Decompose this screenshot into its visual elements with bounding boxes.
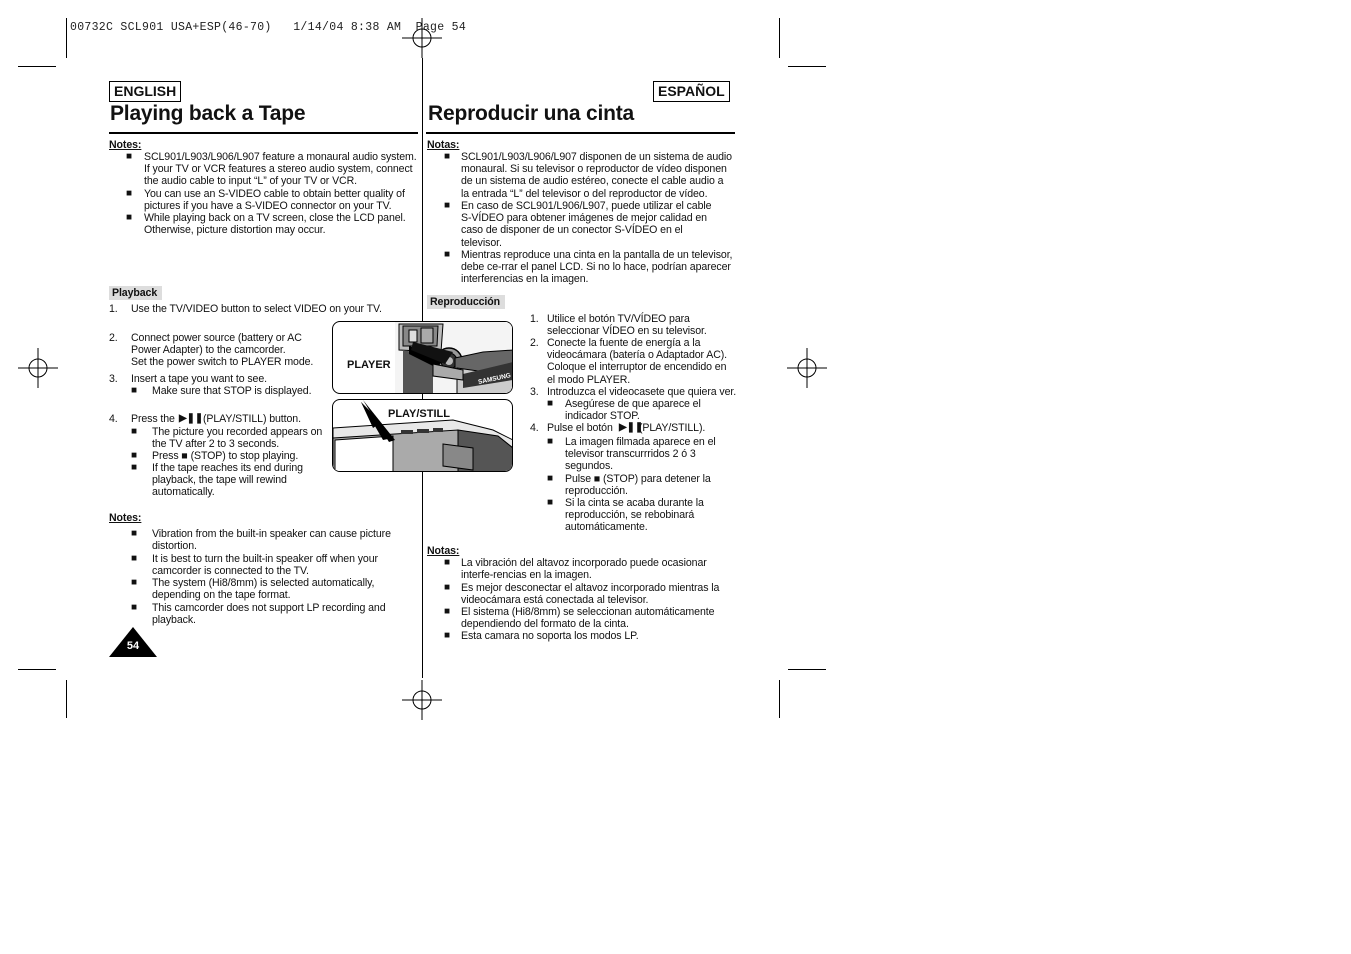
english-title-rule [109, 132, 418, 134]
text-line: SCL901/L903/L906/L907 disponen de un sistema de audio [461, 151, 732, 163]
text-line: camcorder is connected to the TV. [152, 565, 309, 578]
bullet-icon: ■ [131, 602, 137, 613]
spanish-notes2-list [427, 557, 737, 647]
spanish-badge: ESPAÑOL [653, 81, 730, 102]
text-line: If the tape reaches its end during [152, 462, 303, 474]
text-line: S-VÍDEO para obtener imágenes de mejor calidad en [461, 212, 707, 225]
bullet-icon: ■ [444, 151, 450, 162]
play-still-label: PLAY/STILL [388, 408, 450, 420]
step-subtext [152, 426, 322, 450]
crop-mark [18, 66, 56, 67]
bullet-icon: ■ [131, 553, 137, 564]
text-line: El sistema (Hi8/8mm) se seleccionan automáticamente [461, 606, 715, 618]
player-label: PLAYER [347, 359, 391, 371]
spanish-title-rule [426, 132, 735, 134]
english-notes2-label: Notes: [109, 512, 142, 524]
step-number: 4. [530, 422, 539, 434]
crop-mark [66, 680, 67, 718]
crop-mark [779, 18, 780, 58]
spanish-playback-label: Reproducción [427, 295, 505, 309]
step-text [131, 332, 313, 369]
step-text [547, 313, 707, 337]
step-number: 2. [109, 332, 118, 344]
bullet-icon: ■ [547, 398, 553, 409]
figure-play-still [332, 399, 513, 472]
text-line: Asegúrese de que aparece el [565, 398, 701, 410]
step-number: 1. [109, 303, 118, 315]
crop-mark [788, 669, 826, 670]
bullet-icon: ■ [444, 249, 450, 260]
list-item [152, 577, 374, 601]
english-notes-list [109, 151, 421, 241]
crop-mark [779, 680, 780, 718]
step-text: Insert a tape you want to see. [131, 373, 267, 385]
text-line: depending on the tape format. [152, 589, 291, 602]
text-line: reproducción, se rebobinará [565, 509, 695, 522]
spanish-notes-list [427, 151, 737, 286]
step-number: 1. [530, 313, 539, 325]
figure-player [332, 321, 513, 394]
svg-text:SAMSUNG: SAMSUNG [477, 372, 512, 386]
list-item [152, 528, 391, 552]
text-line: automáticamente. [565, 521, 648, 534]
bullet-icon: ■ [126, 151, 132, 162]
text-line: La imagen filmada aparece en el [565, 436, 716, 448]
step-text: Use the TV/VIDEO button to select VIDEO on your TV. [131, 303, 382, 315]
english-title: Playing back a Tape [110, 102, 306, 125]
text-line: Power Adapter) to the camcorder. [131, 344, 286, 357]
text-line: de un sistema de audio estéreo, conecte el cable audio a [461, 175, 724, 188]
spanish-title: Reproducir una cinta [428, 102, 635, 125]
english-playback-label: Playback [109, 286, 162, 300]
text-line: Set the power switch to PLAYER mode. [131, 356, 314, 369]
bullet-icon: ■ [444, 557, 450, 568]
text-line: Vibration from the built-in speaker can cause picture [152, 528, 391, 540]
registration-target-icon [787, 348, 827, 388]
registration-target-icon [402, 18, 442, 58]
bullet-icon: ■ [131, 462, 137, 473]
list-item [144, 151, 417, 188]
english-badge: ENGLISH [109, 81, 181, 102]
bullet-icon: ■ [444, 606, 450, 617]
text-line: videocámara está conectada al televisor. [461, 594, 649, 607]
list-item [461, 249, 732, 286]
step-number: 4. [109, 413, 118, 425]
text-line: reproducción. [565, 485, 628, 498]
spanish-notes-label: Notas: [427, 139, 460, 151]
text-line: Esta camara no soporta los modos LP. [461, 630, 639, 642]
text-line: monaural. Si su televisor o reproductor de vídeo disponen [461, 163, 727, 176]
text-line: interferencias en la imagen. [461, 273, 589, 286]
bullet-icon: ■ [131, 577, 137, 588]
bullet-icon: ■ [126, 212, 132, 223]
list-item [461, 630, 639, 642]
step-subtext: Make sure that STOP is displayed. [152, 385, 312, 397]
step-subtext [565, 473, 711, 497]
step-text: Introduzca el videocasete que quiera ver. [547, 386, 737, 398]
text-line: debe ce-rrar el panel LCD. Si no lo hace, podrían aparecer [461, 261, 731, 274]
text-line: the audio cable to input “L” of your TV or VCR. [144, 175, 357, 188]
registration-target-icon [18, 348, 58, 388]
text-line: The picture you recorded appears on [152, 426, 323, 438]
list-item [461, 582, 719, 606]
step-subtext [152, 450, 298, 462]
text-line: la entrada “L” del televisor o del reproductor de vídeo. [461, 187, 708, 200]
text-line: The system (Hi8/8mm) is selected automatically, [152, 577, 375, 589]
text-line: automatically. [152, 486, 215, 499]
list-item [152, 553, 378, 577]
step-text-pre: Pulse el botón [547, 422, 613, 434]
text-line: While playing back on a TV screen, close the LCD panel. [144, 212, 406, 224]
bullet-icon: ■ [131, 528, 137, 539]
text-line: Pulse ■ (STOP) para detener la [565, 473, 711, 485]
step-subtext [565, 398, 701, 422]
bullet-icon: ■ [126, 188, 132, 199]
crop-mark [18, 669, 56, 670]
text-line: Press ■ (STOP) to stop playing. [152, 450, 299, 462]
bullet-icon: ■ [444, 582, 450, 593]
text-line: distortion. [152, 540, 197, 553]
bullet-icon: ■ [131, 450, 137, 461]
bullet-icon: ■ [444, 630, 450, 641]
step-text-post: (PLAY/STILL) button. [203, 413, 301, 425]
list-item [461, 606, 714, 630]
list-item [144, 212, 406, 236]
text-line: televisor transcurrridos 2 ó 3 [565, 448, 696, 461]
text-line: Coloque el interruptor de encendido en [547, 361, 727, 374]
text-line: videocámara (batería o Adaptador AC). [547, 349, 728, 362]
text-line: Utilice el botón TV/VÍDEO para [547, 313, 690, 325]
text-line: the TV after 2 to 3 seconds. [152, 438, 280, 451]
text-line: playback. [152, 614, 196, 627]
bullet-icon: ■ [444, 200, 450, 211]
bullet-icon: ■ [131, 426, 137, 437]
text-line: dependiendo del formato de la cinta. [461, 618, 629, 631]
text-line: If your TV or VCR features a stereo audio system, connect [144, 163, 413, 176]
text-line: pictures if you have a S-VIDEO connector on your TV. [144, 200, 392, 213]
step-subtext [565, 497, 704, 534]
list-item [461, 200, 711, 249]
bullet-icon: ■ [131, 385, 137, 396]
step-number: 2. [530, 337, 539, 349]
english-notes2-list [109, 528, 409, 628]
text-line: Conecte la fuente de energía a la [547, 337, 701, 349]
crop-mark [66, 18, 67, 58]
spanish-notes2-label: Notas: [427, 545, 460, 557]
camcorder-player-illustration [333, 322, 513, 394]
step-number: 3. [109, 373, 118, 385]
list-item [461, 557, 707, 581]
bullet-icon: ■ [547, 473, 553, 484]
step-text-pre: Press the [131, 413, 175, 425]
english-notes-label: Notes: [109, 139, 142, 151]
text-line: It is best to turn the built-in speaker off when your [152, 553, 378, 565]
list-item [152, 602, 386, 626]
text-line: caso de disponer de un conector S-VÍDEO en el [461, 224, 683, 237]
crop-mark [788, 66, 826, 67]
text-line: You can use an S-VIDEO cable to obtain better quality of [144, 188, 405, 200]
list-item [461, 151, 732, 200]
step-number: 3. [530, 386, 539, 398]
text-line: Connect power source (battery or AC [131, 332, 302, 344]
text-line: La vibración del altavoz incorporado puede ocasionar [461, 557, 707, 569]
text-line: interfe-rencias en la imagen. [461, 569, 592, 582]
list-item [144, 188, 405, 212]
text-line: Si la cinta se acaba durante la [565, 497, 704, 509]
text-line: This camcorder does not support LP recording and [152, 602, 386, 614]
registration-target-icon [402, 680, 442, 720]
play-still-icon: ▶❚❚ [619, 422, 644, 433]
text-line: Es mejor desconectar el altavoz incorporado mientras la [461, 582, 720, 594]
text-line: En caso de SCL901/L906/L907, puede utilizar el cable [461, 200, 712, 212]
bullet-icon: ■ [547, 497, 553, 508]
print-header: 00732C SCL901 USA+ESP(46-70) 1/14/04 8:38 AM Page 54 [70, 21, 467, 34]
step-text-post: (PLAY/STILL). [639, 422, 706, 434]
text-line: el modo PLAYER. [547, 373, 631, 386]
play-still-icon: ▶❚❚ [179, 413, 204, 424]
step-subtext [565, 436, 716, 473]
step-text [547, 337, 727, 386]
text-line: indicador STOP. [565, 410, 640, 423]
text-line: segundos. [565, 460, 613, 473]
text-line: playback, the tape will rewind [152, 474, 287, 487]
bullet-icon: ■ [547, 436, 553, 447]
text-line: Mientras reproduce una cinta en la pantalla de un televisor, [461, 249, 733, 261]
text-line: televisor. [461, 236, 502, 249]
page-number: 54 [126, 640, 140, 652]
text-line: SCL901/L903/L906/L907 feature a monaural audio system. [144, 151, 417, 163]
spanish-steps [530, 313, 740, 538]
text-line: Otherwise, picture distortion may occur. [144, 224, 326, 237]
step-subtext [152, 462, 303, 499]
text-line: seleccionar VÍDEO en su televisor. [547, 325, 707, 338]
